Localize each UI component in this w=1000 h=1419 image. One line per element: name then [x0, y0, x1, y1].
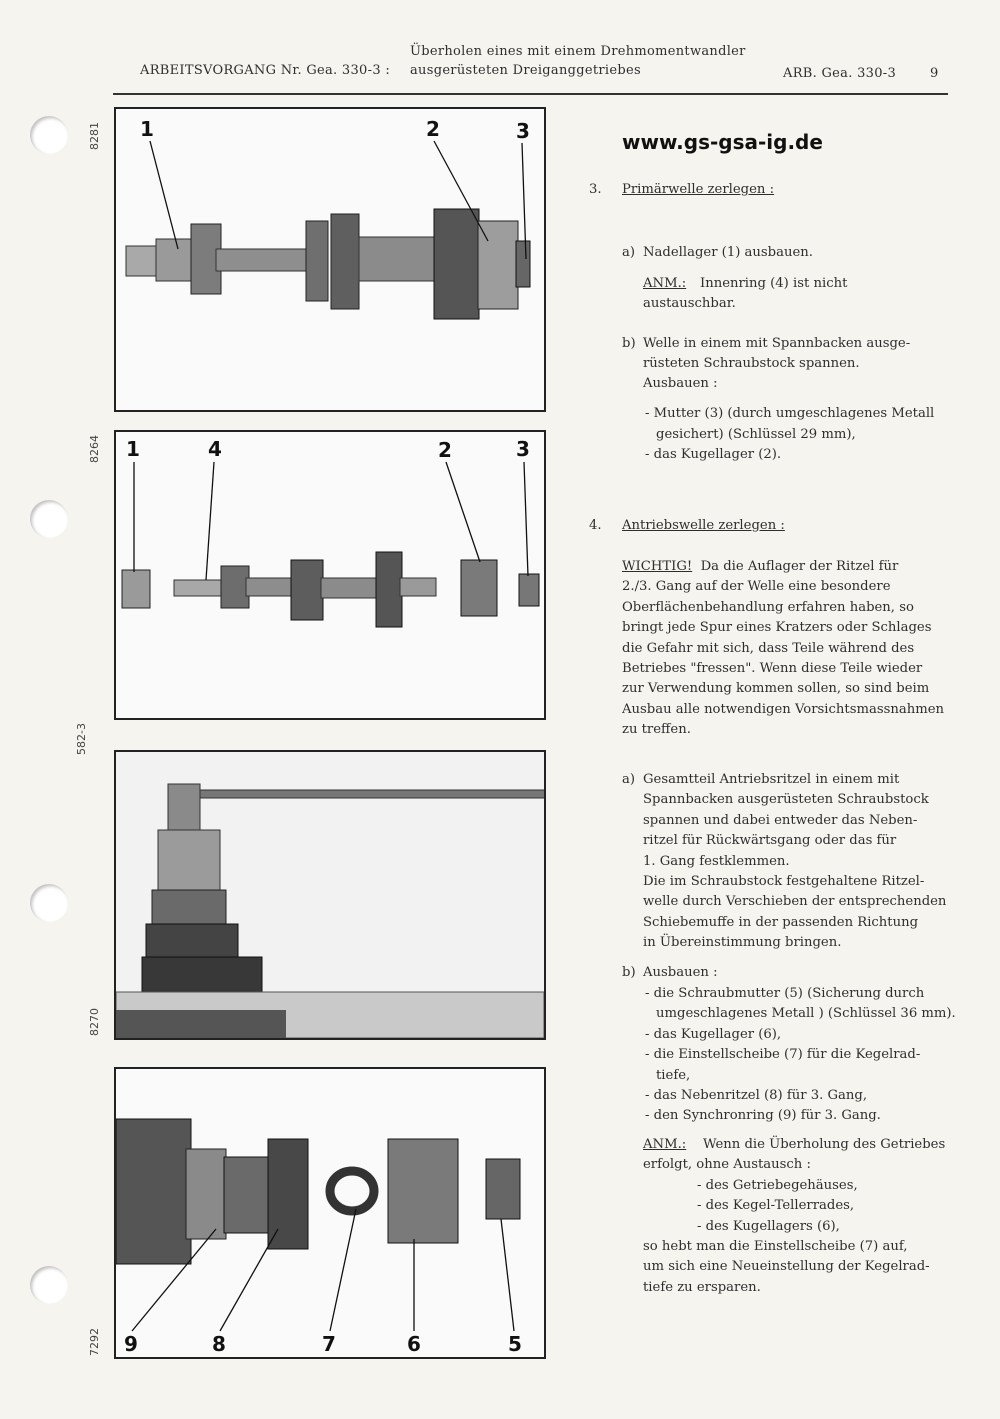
- wichtig-label: WICHTIG!: [622, 559, 693, 574]
- website-url: www.gs-gsa-ig.de: [622, 130, 823, 154]
- page-number: 9: [930, 66, 939, 81]
- section3-number: 3.: [589, 182, 602, 197]
- wichtig-line: zur Verwendung kommen sollen, so sind beim: [622, 681, 930, 697]
- wichtig-line: Betriebes "fressen". Wenn diese Teile wieder: [622, 661, 923, 677]
- section3-a-mark: a): [622, 245, 636, 260]
- anm-item: - des Getriebegehäuses,: [697, 1178, 858, 1193]
- section4-a-line: Die im Schraubstock festgehaltene Ritzel-: [643, 874, 925, 890]
- photo-removed-parts: [114, 1067, 546, 1359]
- section3-b-mark: b): [622, 336, 636, 351]
- anm-item: - des Kugellagers (6),: [697, 1218, 840, 1234]
- wichtig-line: die Gefahr mit sich, dass Teile während des: [622, 640, 915, 656]
- section4-b-line: - das Kugellager (6),: [645, 1026, 782, 1042]
- side-code-photo4: 7292: [88, 1328, 101, 1356]
- header-title-line2: ausgerüsteten Dreiganggetriebes: [410, 63, 641, 78]
- photo2-label-3: 3: [516, 437, 530, 461]
- punch-hole-3: [30, 884, 68, 922]
- anm-tail-line: um sich eine Neueinstellung der Kegelrad-: [643, 1259, 930, 1275]
- section4-b-line: - die Einstellscheibe (7) für die Kegelrad-: [645, 1047, 921, 1063]
- section4-b-line: umgeschlagenes Metall ) (Schlüssel 36 mm).: [656, 1006, 956, 1022]
- anm-tail-line: so hebt man die Einstellscheibe (7) auf,: [643, 1239, 908, 1254]
- section4-a-mark: a): [622, 772, 636, 787]
- section3-b-line1: Welle in einem mit Spannbacken ausge-: [643, 336, 911, 351]
- section4-b-block: [645, 984, 975, 1127]
- wichtig-line: bringt jede Spur eines Kratzers oder Schlages: [622, 620, 932, 636]
- wichtig-line: Da die Auflager der Ritzel für: [700, 559, 899, 574]
- punch-hole-2: [30, 500, 68, 538]
- section4-b-line: - die Schraubmutter (5) (Sicherung durch: [645, 986, 925, 1001]
- photo4-label-8: 8: [212, 1332, 226, 1356]
- photo2-label-2: 2: [438, 438, 452, 462]
- header-procedure: ARBEITSVORGANG Nr. Gea. 330-3 :: [140, 63, 391, 78]
- photo4-label-7: 7: [322, 1332, 336, 1356]
- section4-a-line: Spannbacken ausgerüsteten Schraubstock: [643, 792, 929, 808]
- section3-b-item1-line2: gesichert) (Schlüssel 29 mm),: [656, 427, 856, 442]
- section3-anm-label: ANM.:: [643, 276, 687, 291]
- wichtig-line: zu treffen.: [622, 722, 691, 738]
- photo-vise-assembly: [114, 750, 546, 1040]
- section4-a-line: Gesamtteil Antriebsritzel in einem mit: [643, 772, 900, 787]
- section3-b-item1-line1: - Mutter (3) (durch umgeschlagenes Metall: [645, 406, 935, 421]
- photo-drive-shaft-parts: [114, 430, 546, 720]
- section4-a-line: ritzel für Rückwärtsgang oder das für: [643, 833, 897, 849]
- section4-a-line: Schiebemuffe in der passenden Richtung: [643, 914, 919, 930]
- anm-tail-line: tiefe zu ersparen.: [643, 1279, 761, 1295]
- section4-a-line: welle durch Verschieben der entsprechenden: [643, 894, 947, 910]
- photo1-label-3: 3: [516, 119, 530, 143]
- anm-item: - des Kegel-Tellerrades,: [697, 1198, 855, 1214]
- section4-anm-line2: erfolgt, ohne Austausch :: [643, 1157, 811, 1172]
- section3-title: Primärwelle zerlegen :: [622, 182, 775, 197]
- side-code-photo2: 8264: [88, 435, 101, 463]
- photo2-label-4: 4: [208, 437, 222, 461]
- header-rule: [113, 93, 948, 95]
- section4-a-line: in Übereinstimmung bringen.: [643, 935, 842, 951]
- section4-wichtig-block: [622, 557, 962, 741]
- section4-b-line: tiefe,: [656, 1067, 691, 1083]
- section4-b-line: - den Synchronring (9) für 3. Gang.: [645, 1108, 881, 1124]
- section4-a-line: 1. Gang festklemmen.: [643, 853, 790, 869]
- section3-anm-text1: Innenring (4) ist nicht: [700, 276, 848, 291]
- side-code-photo1: 8281: [88, 122, 101, 150]
- section4-b-title: Ausbauen :: [643, 965, 718, 980]
- header-ref: ARB. Gea. 330-3: [783, 66, 897, 81]
- section4-anm-label: ANM.:: [643, 1137, 687, 1152]
- photo1-label-1: 1: [140, 117, 154, 141]
- photo1-label-2: 2: [426, 117, 440, 141]
- section4-a-line: spannen und dabei entweder das Neben-: [643, 812, 918, 828]
- section4-anm-items: [697, 1176, 957, 1237]
- section4-anm-tail: [643, 1237, 963, 1298]
- section4-b-line: - das Nebenritzel (8) für 3. Gang,: [645, 1088, 868, 1104]
- wichtig-line: Oberflächenbehandlung erfahren haben, so: [622, 599, 914, 615]
- punch-hole-1: [30, 116, 68, 154]
- wichtig-line: Ausbau alle notwendigen Vorsichtsmassnahmen: [622, 701, 945, 717]
- section4-a-block: [643, 770, 963, 954]
- wichtig-line: 2./3. Gang auf der Welle eine besondere: [622, 579, 891, 595]
- photo2-label-1: 1: [126, 437, 140, 461]
- punch-hole-4: [30, 1266, 68, 1304]
- photo4-label-6: 6: [407, 1332, 421, 1356]
- photo4-label-9: 9: [124, 1332, 138, 1356]
- section4-anm-line1: Wenn die Überholung des Getriebes: [703, 1137, 946, 1152]
- section4-b-mark: b): [622, 965, 636, 980]
- side-code-doc: 582-3: [75, 723, 88, 755]
- section4-title: Antriebswelle zerlegen :: [622, 518, 785, 533]
- section3-anm-text2: austauschbar.: [643, 296, 736, 311]
- photo4-label-5: 5: [508, 1332, 522, 1356]
- photo-primary-shaft: [114, 107, 546, 412]
- side-code-photo3: 8270: [88, 1008, 101, 1036]
- header-title-line1: Überholen eines mit einem Drehmomentwandler: [410, 44, 746, 59]
- section3-a-text: Nadellager (1) ausbauen.: [643, 245, 813, 260]
- section3-b-line3: Ausbauen :: [643, 376, 718, 391]
- section3-b-line2: rüsteten Schraubstock spannen.: [643, 356, 860, 371]
- section3-b-item2: - das Kugellager (2).: [645, 447, 782, 462]
- section4-number: 4.: [589, 518, 602, 533]
